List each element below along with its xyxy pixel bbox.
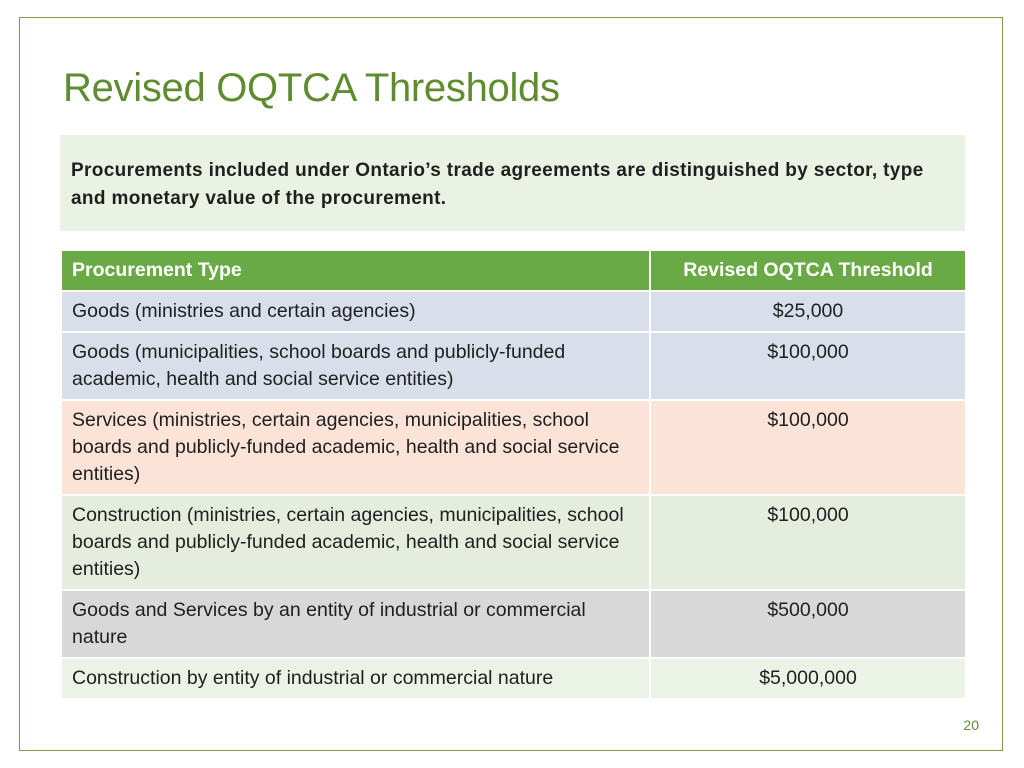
intro-text-box: Procurements included under Ontario’s trade agreements are distinguished by sector, type and monetary value of the procurement.: [60, 135, 965, 231]
threshold-cell: $25,000: [650, 291, 966, 332]
page-title: Revised OQTCA Thresholds: [63, 66, 560, 110]
page-number: 20: [963, 717, 979, 733]
table-row: [61, 590, 966, 658]
threshold-cell: $100,000: [650, 400, 966, 495]
table-header-row: [61, 250, 966, 291]
table-row: [61, 291, 966, 332]
table-row: [61, 495, 966, 590]
threshold-cell: $5,000,000: [650, 658, 966, 699]
procurement-type-cell: Goods (ministries and certain agencies): [61, 291, 650, 332]
procurement-type-cell: Goods (municipalities, school boards and publicly-funded academic, health and social service entities): [61, 332, 650, 400]
header-threshold: Revised OQTCA Threshold: [650, 250, 966, 291]
procurement-type-cell: Services (ministries, certain agencies, municipalities, school boards and publicly-funded academic, health and social service entities): [61, 400, 650, 495]
procurement-type-cell: Construction (ministries, certain agencies, municipalities, school boards and publicly-funded academic, health and social service entities): [61, 495, 650, 590]
table-row: [61, 400, 966, 495]
header-procurement-type: Procurement Type: [61, 250, 650, 291]
threshold-cell: $100,000: [650, 332, 966, 400]
procurement-type-cell: Goods and Services by an entity of industrial or commercial nature: [61, 590, 650, 658]
table-row: [61, 658, 966, 699]
slide: [19, 17, 1003, 751]
procurement-type-cell: Construction by entity of industrial or commercial nature: [61, 658, 650, 699]
thresholds-table: [60, 249, 967, 700]
threshold-cell: $100,000: [650, 495, 966, 590]
threshold-cell: $500,000: [650, 590, 966, 658]
table-row: [61, 332, 966, 400]
